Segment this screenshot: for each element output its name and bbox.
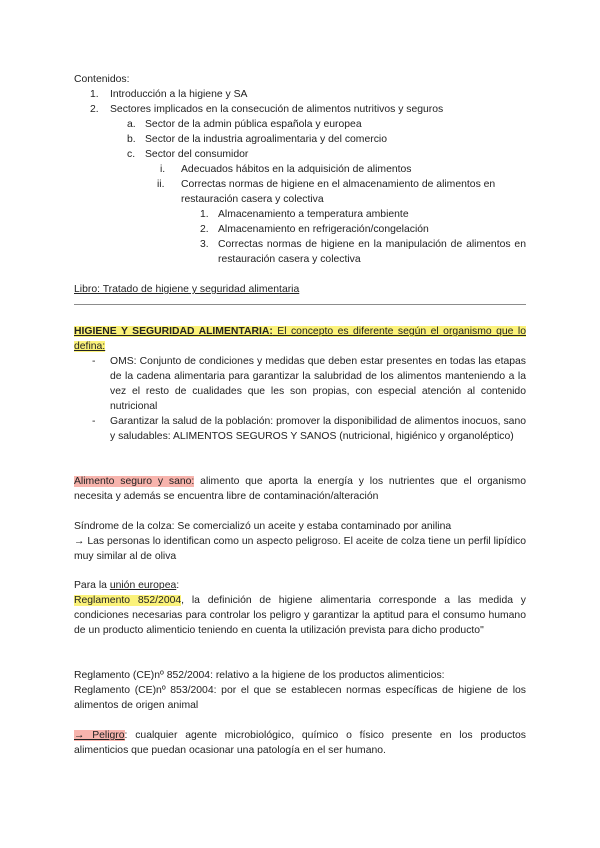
hs-bullet-2-marker: - xyxy=(92,416,96,427)
contents-sub-c: Sector del consumidor xyxy=(145,149,249,160)
hs-bullet-2: Garantizar la salud de la población: promover la disponibilidad de alimentos inocuos, sano y saludables: ALIMENTOS SEGUROS Y SANOS (nutricional, higiénico y organoléptico) xyxy=(110,416,526,442)
ue-intro-text: Para la xyxy=(74,580,110,591)
contents-3-1: Almacenamiento a temperatura ambiente xyxy=(218,209,409,220)
regs-line-2: Reglamento (CE)nº 853/2004: por el que se establecen normas específicas de higiene de los alimentos de origen animal xyxy=(74,685,526,711)
alimento-label: Alimento seguro y sano: xyxy=(74,476,195,487)
ue-intro-link: unión europea xyxy=(109,580,177,591)
colza-line-1: Síndrome de la colza: Se comercializó un aceite y estaba contaminado por anilina xyxy=(74,521,452,532)
colza-line-2: → Las personas lo identifican como un aspecto peligroso. El aceite de colza tiene un perfil lipídico muy similar al de oliva xyxy=(74,536,526,562)
alimento-definition xyxy=(74,474,526,504)
contents-3-2: Almacenamiento en refrigeración/congelación xyxy=(218,224,429,235)
contents-item-2-marker: 2. xyxy=(90,104,99,115)
ue-reglamento-text: , la definición de higiene alimentaria corresponde a las medida y condiciones necesarias para controlar los peligro y garantizar la aptitud para el consumo humano de un producto alimenticio teniendo en cuenta la utilización prevista para dicho producto" xyxy=(74,595,526,636)
contents-subsub-i: Adecuados hábitos en la adquisición de alimentos xyxy=(181,164,412,175)
hs-title-rest: El concepto es diferente según el organismo que lo defina: xyxy=(74,326,526,352)
peligro-label: → Peligro xyxy=(74,730,125,741)
book-reference: Libro: Tratado de higiene y seguridad alimentaria xyxy=(74,284,300,295)
contents-sub-a-marker: a. xyxy=(127,119,136,130)
hs-definition xyxy=(74,324,526,354)
contents-sub-b-marker: b. xyxy=(127,134,136,145)
contents-3-1-marker: 1. xyxy=(200,209,209,220)
ue-reglamento xyxy=(74,593,526,638)
contents-subsub-ii-line2: restauración casera y colectiva xyxy=(181,194,324,205)
contents-sub-b: Sector de la industria agroalimentaria y del comercio xyxy=(145,134,387,145)
contents-subsub-i-marker: i. xyxy=(160,164,166,175)
contents-sub-a: Sector de la admin pública española y europea xyxy=(145,119,362,130)
hs-bullet-1-marker: - xyxy=(92,356,96,367)
contents-item-2: Sectores implicados en la consecución de alimentos nutritivos y seguros xyxy=(110,104,444,115)
contents-subsub-ii-marker: ii. xyxy=(157,179,165,190)
peligro-text: : cualquier agente microbiológico, químico o físico presente en los productos alimenticios que puedan ocasionar una patología en el ser humano. xyxy=(74,730,527,756)
horizontal-divider xyxy=(74,304,526,305)
alimento-text: alimento que aporta la energía y los nutrientes que el organismo necesita y además se encuentra libre de contaminación/alteración xyxy=(74,476,526,502)
contents-3-3: Correctas normas de higiene en la manipulación de alimentos en restauración casera y colectiva xyxy=(218,239,526,265)
contents-heading: Contenidos: xyxy=(74,74,130,85)
ue-intro-end: : xyxy=(176,580,180,591)
contents-3-2-marker: 2. xyxy=(200,224,209,235)
regs-line-1: Reglamento (CE)nº 852/2004: relativo a la higiene de los productos alimenticios: xyxy=(74,670,445,681)
contents-sub-c-marker: c. xyxy=(127,149,136,160)
contents-item-1-marker: 1. xyxy=(90,89,99,100)
hs-bullet-1: OMS: Conjunto de condiciones y medidas que deben estar presentes en todas las etapas de la cadena alimentaria para garantizar la salubridad de los alimentos manteniendo a la vez el resto de cualidades que les son propias, con especial atención al contenido nutricional xyxy=(110,356,526,412)
peligro-definition xyxy=(74,728,526,758)
ue-intro xyxy=(74,578,179,593)
contents-subsub-ii-line1: Correctas normas de higiene en el almacenamiento de alimentos en xyxy=(181,179,496,190)
hs-title: HIGIENE Y SEGURIDAD ALIMENTARIA: xyxy=(74,326,273,337)
contents-3-3-marker: 3. xyxy=(200,239,209,250)
ue-reglamento-label: Reglamento 852/2004 xyxy=(74,595,182,606)
contents-item-1: Introducción a la higiene y SA xyxy=(110,89,248,100)
